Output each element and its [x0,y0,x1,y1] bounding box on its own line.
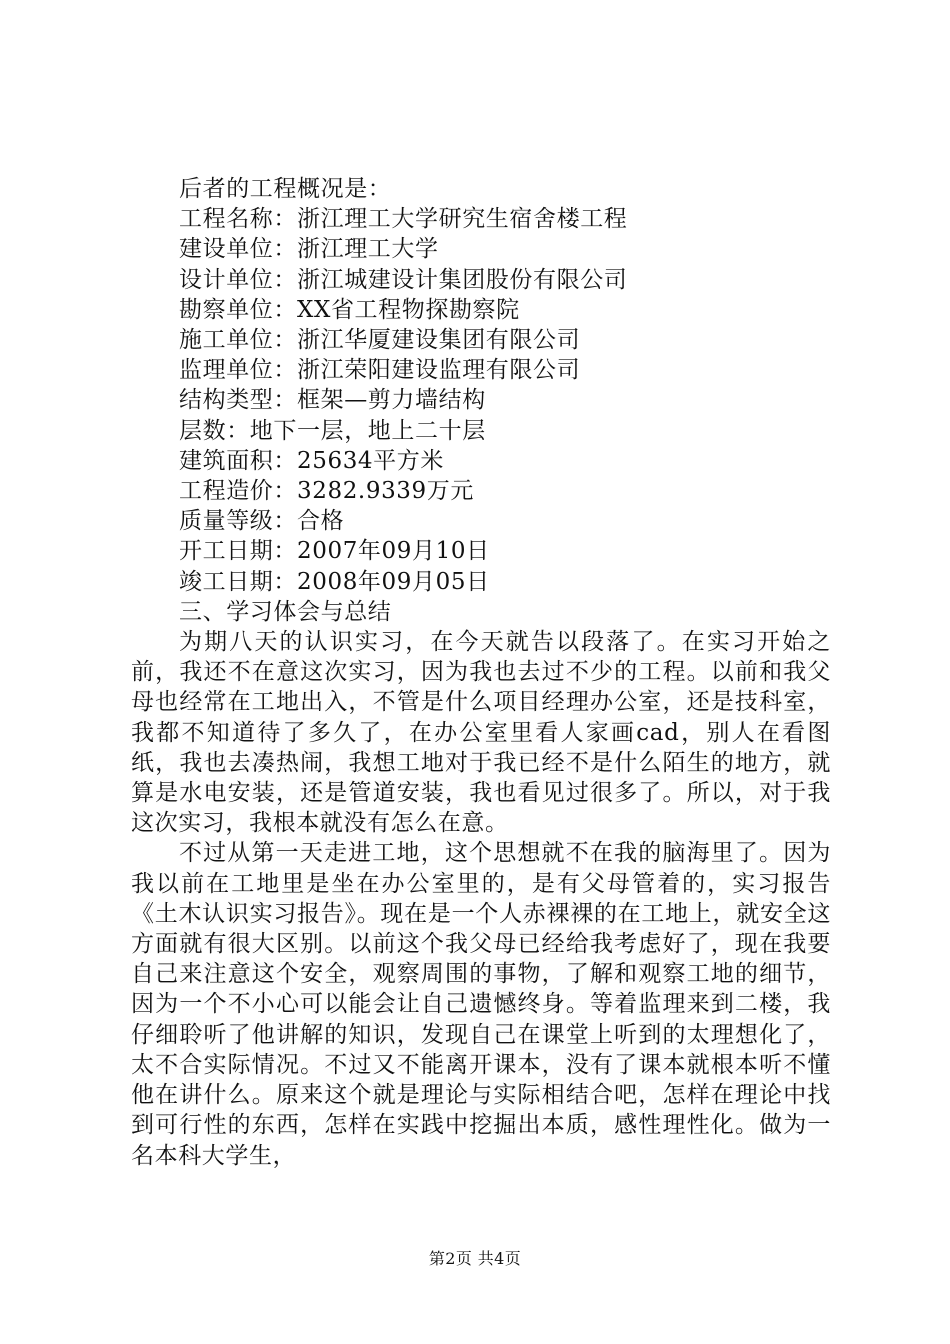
overview-contractor: 施工单位：浙江华厦建设集团有限公司 [179,327,581,354]
body-paragraph-2: 不过从第一天走进工地，这个思想就不在我的脑海里了。因为我以前在工地里是坐在办公室里的，是有父母管着的，实习报告《土木认识实习报告》。现在是一个人赤裸裸的在工地上，就安全这方面就有很大区别。以前这个我父母已经给我考虑好了，现在我要自己来注意这个安全，观察周围的事物，了解和观察工地的细节，因为一个不小心可以能会让自己遗憾终身。等着监理来到二楼，我仔细聆听了他讲解的知识，发现自己在课堂上听到的太理想化了，太不合实际情况。不过又不能离开课本，没有了课本就根本听不懂他在讲什么。原来这个就是理论与实际相结合吧，怎样在理论中找到可行性的东西，怎样在实践中挖掘出本质，感性理性化。做为一名本科大学生， [131,840,831,1169]
overview-surveyor: 勘察单位：XX省工程物探勘察院 [179,296,520,323]
overview-floor-area: 建筑面积：25634平方米 [179,447,444,474]
overview-project-name: 工程名称：浙江理工大学研究生宿舍楼工程 [179,206,628,233]
overview-intro: 后者的工程概况是： [179,176,392,202]
overview-cost: 工程造价：3282.9339万元 [179,478,474,505]
section-heading: 三、学习体会与总结 [179,598,392,625]
overview-owner: 建设单位：浙江理工大学 [179,236,439,263]
overview-structure-type: 结构类型：框架—剪力墙结构 [179,387,486,414]
overview-completion-date: 竣工日期：2008年09月05日 [179,568,490,595]
body-paragraph-1: 为期八天的认识实习，在今天就告以段落了。在实习开始之前，我还不在意这次实习，因为我也去过不少的工程。以前和我父母也经常在工地出入，不管是什么项目经理办公室，还是技科室，我都不知道待了多久了，在办公室里看人家画cad，别人在看图纸，我也去凑热闹，我想工地对于我已经不是什么陌生的地方，就算是水电安装，还是管道安装，我也看见过很多了。所以，对于我这次实习，我根本就没有怎么在意。 [131,629,831,837]
document-body [131,174,831,1171]
overview-floors: 层数：地下一层，地上二十层 [179,417,486,444]
overview-start-date: 开工日期：2007年09月10日 [179,538,490,565]
overview-quality: 质量等级：合格 [179,508,345,535]
overview-designer: 设计单位：浙江城建设计集团股份有限公司 [179,266,628,293]
page-number-footer: 第2页 共4页 [428,1249,522,1268]
overview-supervisor: 监理单位：浙江荣阳建设监理有限公司 [179,357,581,384]
